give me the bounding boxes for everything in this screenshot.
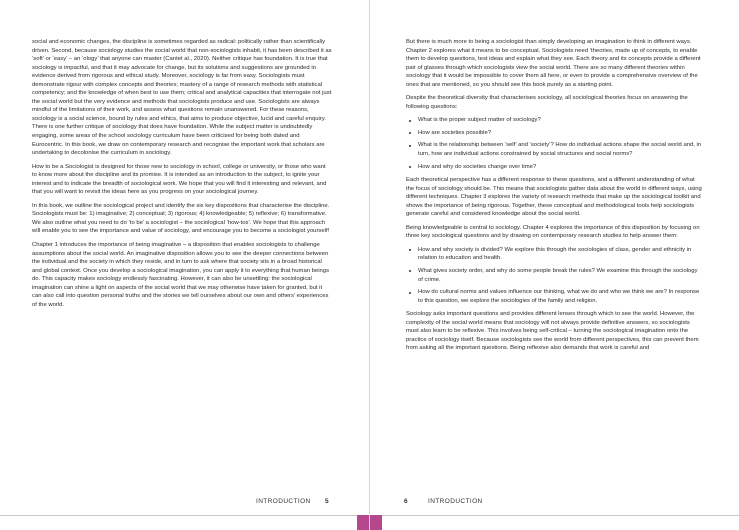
running-footer-section: INTRODUCTION [428,498,483,505]
accent-bar [357,515,369,530]
body-paragraph: How to be a Sociologist is designed for those new to sociology in school, college or university, or those who want to know more about the discipline and its promise. It is intended as an introduction to the subject, to ignite your interest and to indicate the breadth of sociological work. We hope that you will find it interesting and relevant, and that you will want to revisit the ideas here as you progress on your sociological journey. [32,163,327,196]
footer-rule [370,515,739,516]
page-number: 6 [404,498,409,505]
accent-bar [370,515,382,530]
left-text-column [32,38,332,490]
list-item: How do cultural norms and values influence our thinking, what we do and who we think we are? In response to this question, we explore the sociologies of the family and religion. [406,288,702,305]
body-paragraph: In this book, we outline the sociological project and identify the six key dispositions that characterise the discipline. Sociologists must be: 1) imaginative; 2) conceptual; 3) rigorous; 4) knowledgeable; 5) reflexive; 6) transformative. We also outline what you need to do ‘to be’ a sociologist – the sociological ‘how-tos’. We hope that this approach will enable you to see the importance and value of sociology, and encourage you to become a sociologist yourself! [32,202,330,235]
body-paragraph: social and economic changes, the discipline is sometimes regarded as radical: politically rather than scientifically driven. Second, because sociology studies the social world that non-sociologists inhabit, it has been described it as ‘soft’ or ‘easy’ – an ‘ology’ that anyone can master (Cantet al., 2020). Neither critique has foundation. It is true that sociology is impactful, and that it may advocate for change, but its solutions and suggestions are grounded in evidence derived from rigorous and ethical study. Moreover, sociology is far from easy. Sociologists must demonstrate rigour with complex concepts and theories; mastery of a range of research methods with statistical competency; and the knowledge of when best to use them; critical and analytical capacities that interrogate not just the social world but the very evidence and methods that sociologists produce and use. Sociologists are always mindful of the limitations of their work, and assess what questions remain unanswered. For these reasons, sociology is a social science, bound by rules and ethics, that aims to produce objective, lucid and careful enquiry. There is one further critique of sociology that does have foundation. While the subject matter is undoubtedly engaging, some areas of the school sociology curriculum have been criticised for being both dated and Eurocentric. In this book, we draw on contemporary research and recognise the important work that scholars are undertaking to decolonise the curriculum in sociology. [32,39,332,157]
body-paragraph: Each theoretical perspective has a different response to these questions, and a different understanding of what the focus of sociology should be. This means that sociologists gather data about the world in different ways, using different techniques. Chapter 3 explores the variety of research methods that make up the sociological toolkit and shows the importance of being rigorous. Together, these conceptual and methodological tools help sociologists generate careful and considered knowledge about the social world. [406,177,702,218]
body-paragraph: Sociology asks important questions and provides different lenses through which to see the world. However, the complexity of the social world means that sociology will not always provide definitive answers, so sociologists must also learn to be reflexive. This involves being self-critical – turning the sociological imagination onto the practice of sociology itself. Because sociologists see the world from different perspectives, this can prevent them from asking all the important questions. Being reflexive also demands that work is careful and [406,311,699,352]
page-number: 5 [325,498,330,505]
right-text-column [406,38,702,490]
body-paragraph: Despite the theoretical diversity that characterises sociology, all sociological theories focus on answering the following questions: [406,95,688,110]
list-item: What is the proper subject matter of sociology? [406,116,702,125]
footer-rule [0,515,369,516]
body-paragraph: Being knowledgeable is central to sociology. Chapter 4 explores the importance of this disposition by focusing on three key sociological questions and by drawing on contemporary research studies to help answer them: [406,224,700,240]
body-paragraph: Chapter 1 introduces the importance of being imaginative – a disposition that enables sociologists to challenge assumptions about the social world. An imaginative disposition allows you to see the deeper connections between the individual and the society in which they reside, and in turn to ask where that society sits in a broad historical and global context. Once you develop a sociological imagination, you can apply it to everything that human beings do. This capacity makes sociology endlessly fascinating. However, it can also be unsettling: the sociological imagination can shine a light on aspects of the social world that we may otherwise have taken for granted, but it can also call into question personal truths and the stories we tell ourselves about our own and others’ experiences of the world. [32,242,330,308]
running-footer-section: INTRODUCTION [256,498,311,505]
list-item: What gives society order, and why do some people break the rules? We examine this through the sociology of crime. [406,267,702,284]
list-item: How are societies possible? [406,129,702,138]
key-questions-list [406,246,702,305]
list-item: What is the relationship between ‘self’ and ‘society’? How do individual actions shape the social world and, in turn, how are individual actions constrained by social structures and social norms? [406,141,702,158]
questions-list [406,116,702,171]
list-item: How and why society is divided? We explore this through the sociologies of class, gender and ethnicity in relation to education and health. [406,246,702,263]
list-item: How and why do societies change over time? [406,163,702,172]
left-page [0,0,369,530]
right-page [370,0,739,530]
body-paragraph: But there is much more to being a sociologist than simply developing an imagination to think in different ways. Chapter 2 explores what it means to be conceptual. Sociologists need ‘theories, made up of concepts, to enable them to develop questions, test ideas and explain what they see. Each theory and its concepts provide a different pair of glasses through which sociologists view the social world. There are so many different theories within sociology that it would be impossible to cover them all here, or even to provide a comprehensive overview of the ones that are mentioned, so you should see this book purely as a starting point. [406,39,701,88]
